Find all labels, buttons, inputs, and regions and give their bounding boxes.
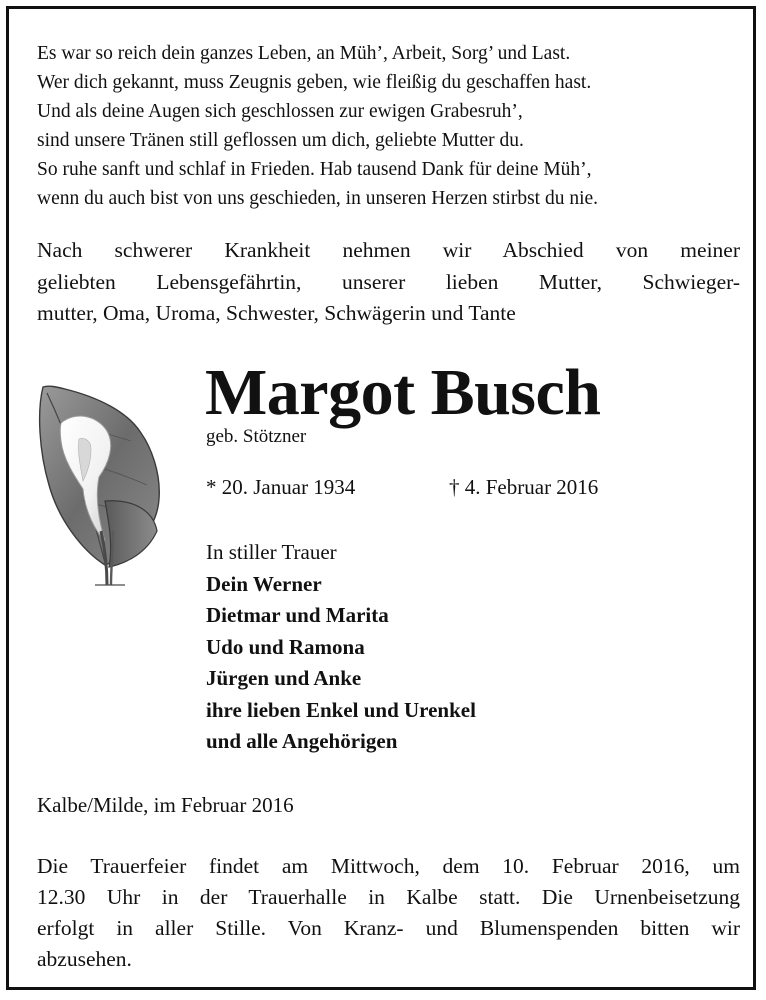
intro-line: mutter, Oma, Uroma, Schwester, Schwägerin und Tante <box>37 301 516 325</box>
poem-line: So ruhe sanft und schlaf in Frieden. Hab tausend Dank für deine Müh’, <box>37 159 592 180</box>
mourners-list <box>206 537 476 758</box>
poem-line: Und als deine Augen sich geschlossen zur ewigen Grabesruh’, <box>37 101 523 122</box>
birth-name: geb. Stötzner <box>206 426 307 447</box>
mourner-name: Dein Werner <box>206 571 322 596</box>
intro-line: geliebten Lebensgefährtin, unserer lieben Mutter, Schwieger- <box>37 269 740 294</box>
poem-line: wenn du auch bist von uns geschieden, in unseren Herzen stirbst du nie. <box>37 188 599 209</box>
notice-line: 12.30 Uhr in der Trauerhalle in Kalbe statt. Die Urnenbeisetzung <box>37 885 740 909</box>
mourner-name: und alle Angehörigen <box>206 729 398 753</box>
memorial-poem <box>37 39 737 213</box>
poem-line: sind unsere Tränen still geflossen um dich, geliebte Mutter du. <box>37 130 524 151</box>
farewell-intro <box>37 235 740 330</box>
mourner-name: ihre lieben Enkel und Urenkel <box>206 697 476 722</box>
mourner-name: Udo und Ramona <box>206 634 365 659</box>
notice-line: Die Trauerfeier findet am Mittwoch, dem 10. Februar 2016, um <box>37 854 740 878</box>
calla-lily-icon <box>35 381 161 589</box>
deceased-name: Margot Busch <box>205 356 601 429</box>
birth-date: * 20. Januar 1934 <box>206 475 356 499</box>
death-date: † 4. Februar 2016 <box>449 475 599 499</box>
notice-line: abzusehen. <box>37 947 132 971</box>
mourner-name: Jürgen und Anke <box>206 666 362 690</box>
poem-line: Wer dich gekannt, muss Zeugnis geben, wie fleißig du geschaffen hast. <box>37 72 592 93</box>
notice-line: erfolgt in aller Stille. Von Kranz- und Blumenspenden bitten wir <box>37 916 740 940</box>
mourner-name: Dietmar und Marita <box>206 603 389 627</box>
mourning-lead: In stiller Trauer <box>206 540 337 564</box>
place-and-date: Kalbe/Milde, im Februar 2016 <box>37 793 294 817</box>
funeral-notice <box>37 851 740 975</box>
intro-line: Nach schwerer Krankheit nehmen wir Abschied von meiner <box>37 238 740 262</box>
poem-line: Es war so reich dein ganzes Leben, an Müh’, Arbeit, Sorg’ und Last. <box>37 43 571 64</box>
obituary-frame <box>6 6 756 990</box>
